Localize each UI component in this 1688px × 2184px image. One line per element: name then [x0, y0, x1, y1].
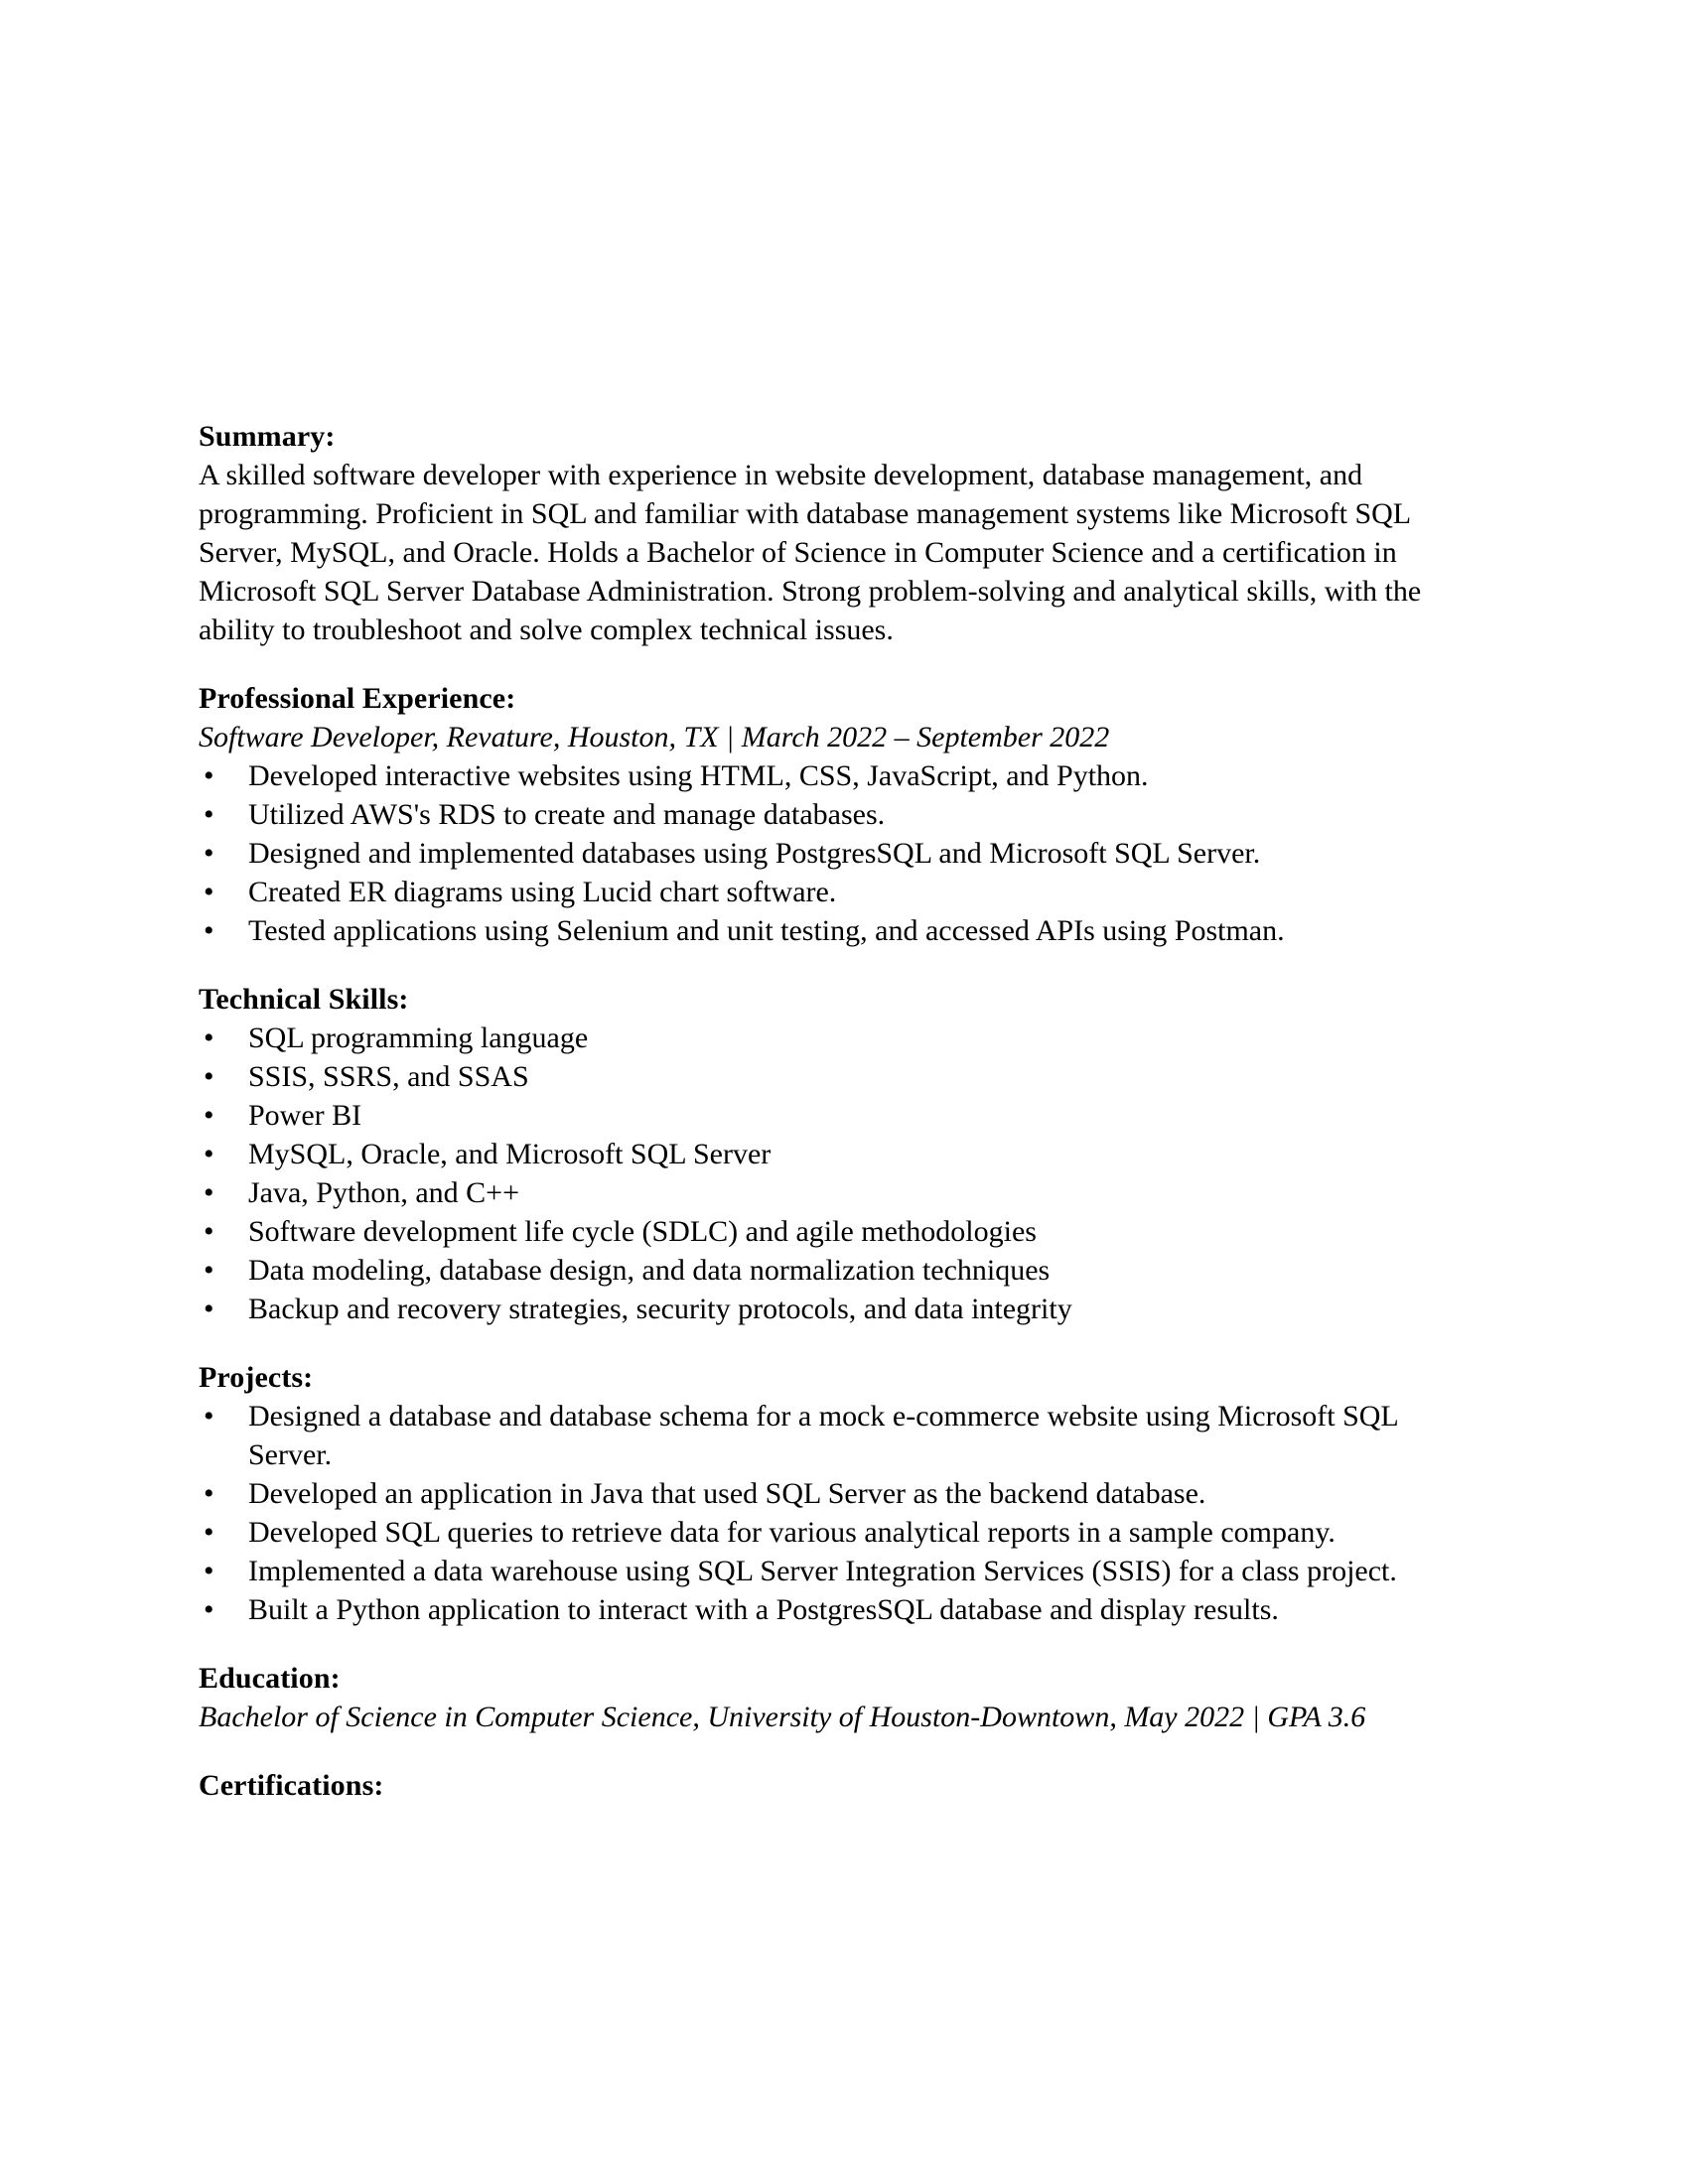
list-item: • Designed and implemented databases using PostgresSQL and Microsoft SQL Server.	[199, 834, 1460, 873]
technical-skills-bullet-list	[199, 1019, 1460, 1328]
list-item: • Developed SQL queries to retrieve data for various analytical reports in a sample company.	[199, 1513, 1460, 1552]
list-item: • Power BI	[199, 1096, 1460, 1135]
list-item: • Backup and recovery strategies, security protocols, and data integrity	[199, 1290, 1460, 1328]
list-item: • Tested applications using Selenium and unit testing, and accessed APIs using Postman.	[199, 911, 1460, 950]
list-item: • Developed interactive websites using HTML, CSS, JavaScript, and Python.	[199, 756, 1460, 795]
list-item: • Data modeling, database design, and data normalization techniques	[199, 1251, 1460, 1290]
list-item: • SQL programming language	[199, 1019, 1460, 1057]
list-item: • Utilized AWS's RDS to create and manage databases.	[199, 795, 1460, 834]
projects-bullet-list	[199, 1397, 1460, 1629]
section-technical-skills	[199, 980, 1460, 1328]
list-item: • Designed a database and database schema for a mock e-commerce website using Microsoft SQL Server.	[199, 1397, 1460, 1474]
experience-job-line: Software Developer, Revature, Houston, TX | March 2022 – September 2022	[199, 721, 1110, 753]
summary-paragraph: A skilled software developer with experience in website development, database management, and programming. Proficient in SQL and familiar with database management systems like Microsoft SQL Server, MySQL, and Oracle. Holds a Bachelor of Science in Computer Science and a certification in Microsoft SQL Server Database Administration. Strong problem-solving and analytical skills, with the ability to troubleshoot and solve complex technical issues.	[199, 459, 1422, 646]
section-certifications	[199, 1766, 1460, 1805]
section-heading-professional-experience: Professional Experience:	[199, 682, 516, 715]
section-heading-projects: Projects:	[199, 1361, 314, 1394]
section-heading-summary: Summary:	[199, 420, 336, 453]
list-item: • Developed an application in Java that used SQL Server as the backend database.	[199, 1474, 1460, 1513]
section-summary	[199, 417, 1460, 649]
section-education	[199, 1659, 1460, 1736]
list-item: • SSIS, SSRS, and SSAS	[199, 1057, 1460, 1096]
list-item: • Implemented a data warehouse using SQL Server Integration Services (SSIS) for a class project.	[199, 1552, 1460, 1590]
list-item: • Built a Python application to interact with a PostgresSQL database and display results.	[199, 1590, 1460, 1629]
list-item: • MySQL, Oracle, and Microsoft SQL Server	[199, 1135, 1460, 1173]
section-heading-certifications: Certifications:	[199, 1769, 384, 1802]
section-projects	[199, 1358, 1460, 1629]
list-item: • Created ER diagrams using Lucid chart software.	[199, 873, 1460, 911]
experience-bullet-list	[199, 756, 1460, 950]
education-degree-line: Bachelor of Science in Computer Science, University of Houston-Downtown, May 2022 | GPA 3.6	[199, 1701, 1366, 1733]
list-item: • Java, Python, and C++	[199, 1173, 1460, 1212]
document-body	[199, 417, 1460, 1805]
list-item: • Software development life cycle (SDLC) and agile methodologies	[199, 1212, 1460, 1251]
section-heading-education: Education:	[199, 1662, 341, 1695]
section-heading-technical-skills: Technical Skills:	[199, 983, 409, 1016]
section-professional-experience	[199, 679, 1460, 950]
